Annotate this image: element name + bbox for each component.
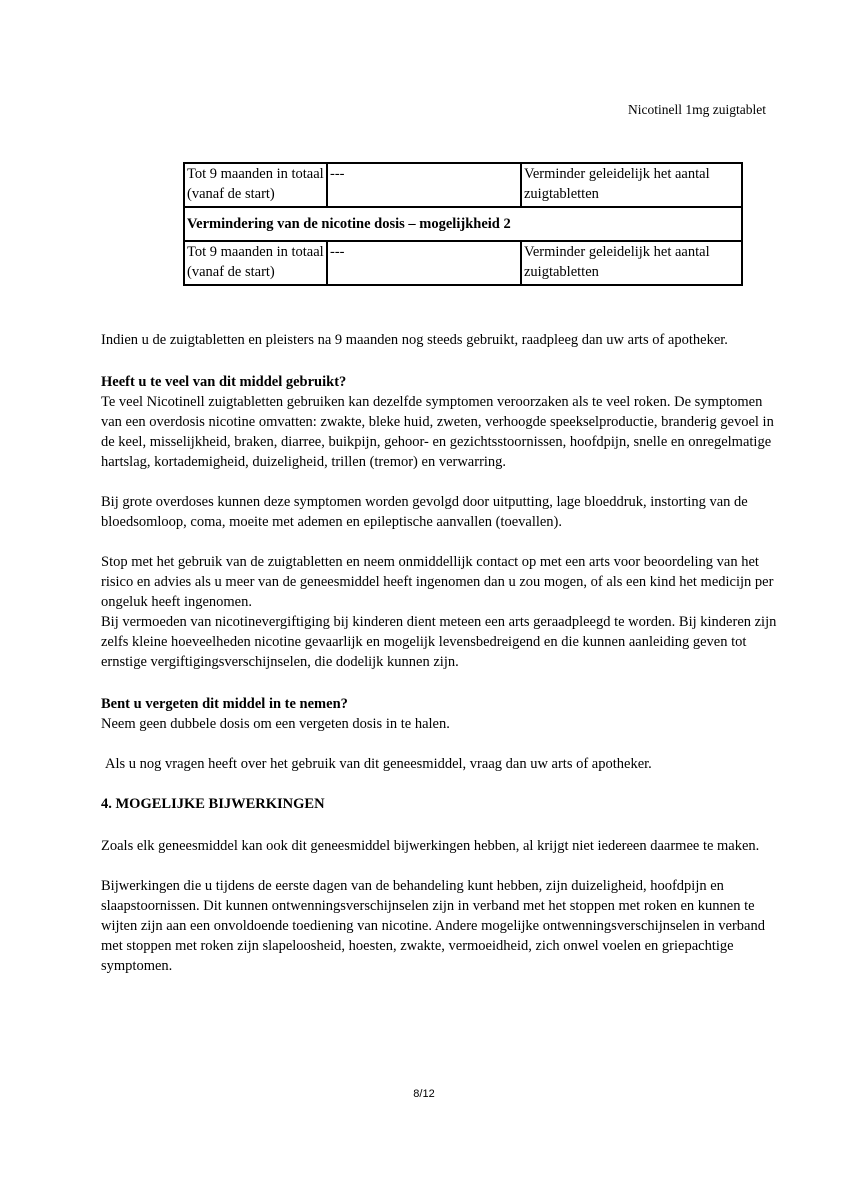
forgot-heading: Bent u vergeten dit middel in te nemen? <box>101 696 348 712</box>
table-section-heading: Vermindering van de nicotine dosis – mogelijkheid 2 <box>184 207 742 241</box>
dose-cell: --- <box>327 163 521 207</box>
document-body <box>101 330 781 976</box>
paragraph: Indien u de zuigtabletten en pleisters na 9 maanden nog steeds gebruikt, raadpleeg dan uw arts of apotheker. <box>101 332 728 348</box>
paragraph: Neem geen dubbele dosis om een vergeten dosis in te halen. <box>101 716 450 732</box>
paragraph: Zoals elk geneesmiddel kan ook dit geneesmiddel bijwerkingen hebben, al krijgt niet iedereen daarmee te maken. <box>101 838 760 854</box>
page-number: 8/12 <box>413 1088 435 1100</box>
instruction-cell: Verminder geleidelijk het aantal zuigtabletten <box>521 163 742 207</box>
period-cell: Tot 9 maanden in totaal (vanaf de start) <box>184 163 327 207</box>
period-cell: Tot 9 maanden in totaal (vanaf de start) <box>184 241 327 285</box>
table-row <box>184 163 742 207</box>
paragraph: Te veel Nicotinell zuigtabletten gebruiken kan dezelfde symptomen veroorzaken als te veel roken. De symptomen van een overdosis nicotine omvatten: zwakte, bleke huid, zweten, verhoogde speekselproductie, branderig gevoel in de keel, misselijkheid, braken, diarree, buikpijn, gehoor- en gezichtsstoornissen, hoofdpijn, snelle en onregelmatige hartslag, kortademigheid, duizeligheid, trillen (tremor) en verwarring. <box>101 394 774 470</box>
paragraph: Stop met het gebruik van de zuigtabletten en neem onmiddellijk contact op met een arts voor beoordeling van het risico en advies als u meer van de geneesmiddel heeft ingenomen dan u zou mogen, of als een kind het medicijn per ongeluk heeft ingenomen. <box>101 554 774 610</box>
instruction-cell: Verminder geleidelijk het aantal zuigtabletten <box>521 241 742 285</box>
dose-cell: --- <box>327 241 521 285</box>
paragraph: Als u nog vragen heeft over het gebruik van dit geneesmiddel, vraag dan uw arts of apotheker. <box>105 756 652 772</box>
table-section-row <box>184 207 742 241</box>
paragraph: Bij vermoeden van nicotinevergiftiging bij kinderen dient meteen een arts geraadpleegd te worden. Bij kinderen zijn zelfs kleine hoeveelheden nicotine gevaarlijk en mogelijk levensbedreigend en die kunnen aanleiding geven tot ernstige vergiftigingsverschijnselen, die dodelijk kunnen zijn. <box>101 614 777 670</box>
section-title: 4. MOGELIJKE BIJWERKINGEN <box>101 796 325 812</box>
paragraph: Bijwerkingen die u tijdens de eerste dagen van de behandeling kunt hebben, zijn duizeligheid, hoofdpijn en slaapstoornissen. Dit kunnen ontwenningsverschijnselen zijn in verband met het stoppen met roken en kunnen te wijten zijn aan een onvoldoende toediening van nicotine. Andere mogelijke ontwenningsverschijnselen in verband met stoppen met roken zijn slapeloosheid, hoesten, zwakte, vermoeidheid, zich onwel voelen en griepachtige symptomen. <box>101 878 765 974</box>
document-header: Nicotinell 1mg zuigtablet <box>628 102 766 117</box>
paragraph: Bij grote overdoses kunnen deze symptomen worden gevolgd door uitputting, lage bloeddruk, instorting van de bloedsomloop, coma, moeite met ademen en epileptische aanvallen (toevallen). <box>101 494 748 530</box>
overdose-heading: Heeft u te veel van dit middel gebruikt? <box>101 374 347 390</box>
table-row <box>184 241 742 285</box>
dose-reduction-table <box>183 162 743 286</box>
